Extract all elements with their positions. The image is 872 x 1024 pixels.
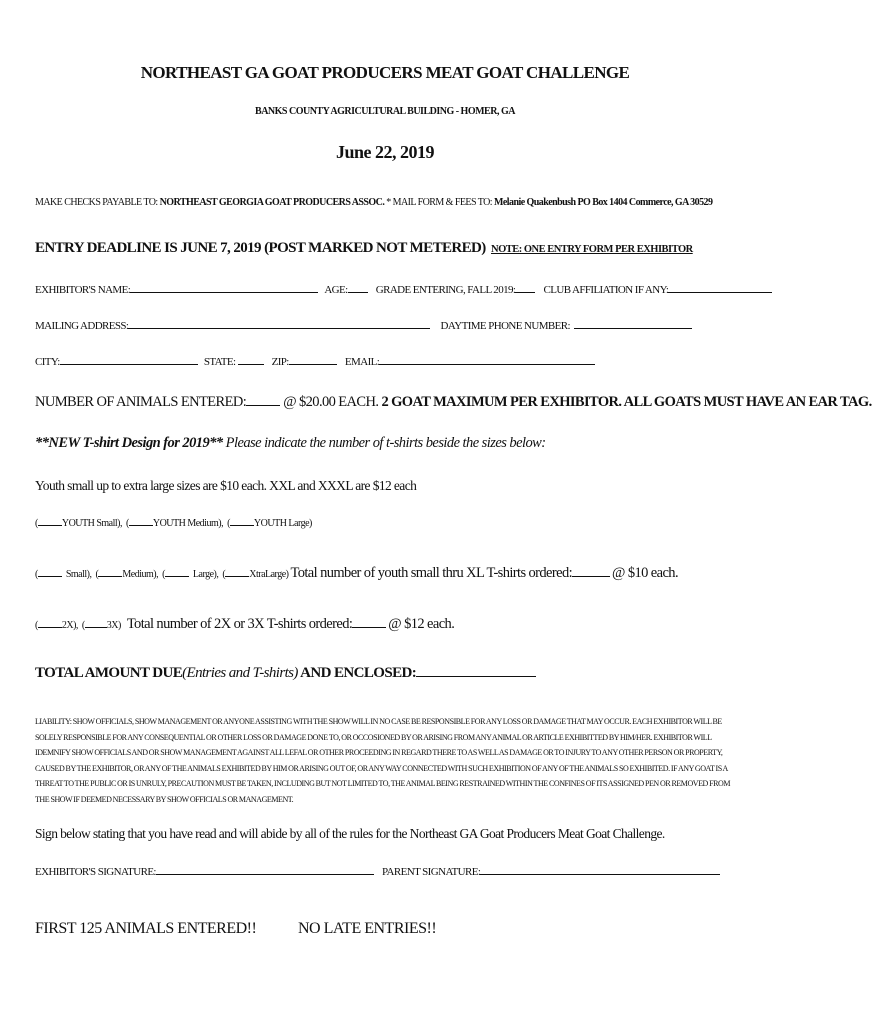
animals-count-field[interactable]	[246, 405, 280, 406]
youth-sizes-row: ( YOUTH Small), ( YOUTH Medium), ( YOUTH Large)	[35, 518, 312, 529]
event-date: June 22, 2019	[335, 142, 434, 162]
big-sizes-row: ( 2X), ( 3X) Total number of 2X or 3X T-shirts ordered: @ $12 each.	[35, 616, 455, 632]
state-label: STATE:	[203, 356, 236, 368]
large-label: Large),	[192, 569, 219, 580]
entry-deadline: ENTRY DEADLINE IS JUNE 7, 2019 (POST MARKED NOT METERED)	[35, 240, 486, 256]
age-label: AGE:	[324, 284, 348, 296]
checks-payee: NORTHEAST GEORGIA GOAT PRODUCERS ASSOC.	[159, 197, 385, 208]
tshirt-pricing: Youth small up to extra large sizes are $10 each. XXL and XXXL are $12 each	[35, 478, 417, 493]
large-field[interactable]	[165, 576, 189, 577]
medium-field[interactable]	[98, 576, 122, 577]
grade-field[interactable]	[515, 292, 535, 293]
checks-label: MAKE CHECKS PAYABLE TO:	[35, 197, 158, 208]
exhibitor-signature-field[interactable]	[156, 874, 374, 875]
animals-row	[35, 394, 872, 411]
event-location: BANKS COUNTY AGRICULTURAL BUILDING - HOMER, GA	[255, 106, 515, 117]
xtralarge-label: XtraLarge)	[249, 569, 289, 580]
daytime-phone-label: DAYTIME PHONE NUMBER:	[440, 320, 570, 332]
city-row	[35, 356, 595, 368]
city-label: CITY:	[35, 356, 60, 368]
youth-large-label: YOUTH Large)	[253, 518, 312, 529]
youth-total-field[interactable]	[572, 576, 610, 577]
liability-statement: LIABILITY: SHOW OFFICIALS, SHOW MANAGEMENT OR ANYONE ASSISTING WITH THE SHOW WILL IN NO CASE BE RESPONSIBLE FOR ANY LOSS OR DAMAGE THAT MAY OCCUR. EACH EXHIBITOR WILL BE SOLELY RESPONSIBLE FOR ANY CONSEQUENTIAL OR OTHER LOSS OR DAMAGE DONE TO, OR OCCOSIONED BY OR ARISING FROM ANY ANIMAL OR ARTICLE EXHIBITTED BY HIM/HER. EXHIBITOR WILL IDEMNIFY SHOW OFFICIALS AND OR SHOW MANAGEMENT AGAINST ALL LEFAL OR OTHER PROCEEDING IN REGARD THERE TO AS WELL AS DAMAGE OR TO INJURY TO ANY OTHER PERSON OR PROPERTY, CAUSED BY THE EXHIBITOR, OR ANY OF THE ANIMALS EXHIBITED BY HIM OR ARISING OUT OF, OR ANY WAY CONNECTED WITH SUCH EXHIBITION OF ANY OF THE ANIMALS SO EXHIBITED. IF ANY GOAT IS A THREAT TO THE PUBLIC OR IS UNRULY, PRECAUTION MUST BE TAKEN, INCLUDING BUT NOT LIMITED TO, THE ANIMAL BEING RESTRAINED WITHIN THE CONFINES OF ITS ASSIGNED PEN OR REMOVED FROM THE SHOW IF DEEMED NECESSARY BY SHOW OFFICIALS OR MANAGEMENT.	[35, 717, 730, 804]
youth-small-field[interactable]	[38, 525, 62, 526]
animals-price: @ $20.00 EACH.	[283, 394, 379, 410]
age-field[interactable]	[348, 292, 368, 293]
size-2x-label: 2X),	[61, 620, 78, 631]
tshirt-heading-rest: Please indicate the number of t-shirts beside the sizes below:	[222, 435, 546, 451]
form-title: NORTHEAST GA GOAT PRODUCERS MEAT GOAT CHALLENGE	[140, 63, 630, 82]
mailing-address-label: MAILING ADDRESS:	[35, 320, 129, 332]
big-price: @ $12 each.	[388, 616, 455, 632]
total-label-bold: TOTAL AMOUNT DUE	[35, 665, 183, 681]
medium-label: Medium),	[122, 569, 159, 580]
tshirt-heading-bold: **NEW T-shirt Design for 2019**	[35, 435, 223, 451]
total-amount-field[interactable]	[416, 676, 536, 677]
exhibitor-name-label: EXHIBITOR'S NAME:	[35, 284, 131, 296]
exhibitor-row	[35, 284, 772, 296]
animals-rules: 2 GOAT MAXIMUM PER EXHIBITOR. ALL GOATS MUST HAVE AN EAR TAG.	[381, 394, 872, 410]
payment-line	[35, 197, 712, 208]
zip-label: ZIP:	[271, 356, 289, 368]
club-field[interactable]	[668, 292, 772, 293]
mail-address: Melanie Quakenbush PO Box 1404 Commerce, GA 30529	[494, 197, 713, 208]
tshirt-heading	[35, 435, 546, 452]
exhibitor-signature-label: EXHIBITOR'S SIGNATURE:	[35, 866, 156, 878]
mail-label: MAIL FORM & FEES TO:	[392, 197, 493, 208]
no-late-entries-note: NO LATE ENTRIES!!	[298, 920, 437, 937]
club-label: CLUB AFFILIATION IF ANY:	[543, 284, 669, 296]
city-field[interactable]	[60, 364, 198, 365]
signature-row	[35, 866, 720, 878]
state-field[interactable]	[238, 364, 264, 365]
animals-label: NUMBER OF ANIMALS ENTERED:	[35, 394, 247, 410]
youth-large-field[interactable]	[230, 525, 254, 526]
total-row	[35, 665, 536, 682]
entry-note: NOTE: ONE ENTRY FORM PER EXHIBITOR	[491, 244, 693, 255]
mailing-row	[35, 320, 692, 332]
total-label-italic: (Entries and T-shirts)	[182, 665, 298, 681]
size-3x-label: 3X)	[106, 620, 121, 631]
parent-signature-field[interactable]	[480, 874, 720, 875]
big-total-label: Total number of 2X or 3X T-shirts ordered:	[126, 616, 353, 632]
exhibitor-name-field[interactable]	[130, 292, 318, 293]
signature-statement: Sign below stating that you have read and will abide by all of the rules for the Northeast GA Goat Producers Meat Goat Challenge.	[35, 826, 665, 841]
xtralarge-field[interactable]	[225, 576, 249, 577]
grade-label: GRADE ENTERING, FALL 2019:	[375, 284, 516, 296]
email-label: EMAIL:	[344, 356, 380, 368]
separator-star: *	[386, 197, 391, 208]
size-2x-field[interactable]	[38, 627, 62, 628]
daytime-phone-field[interactable]	[574, 328, 692, 329]
youth-total-label: Total number of youth small thru XL T-shirts ordered:	[290, 565, 573, 581]
youth-price: @ $10 each.	[612, 565, 678, 581]
parent-signature-label: PARENT SIGNATURE:	[382, 866, 481, 878]
youth-medium-label: YOUTH Medium),	[152, 518, 224, 529]
total-label-end: AND ENCLOSED:	[297, 665, 417, 681]
small-field[interactable]	[38, 576, 62, 577]
small-label: Small),	[65, 569, 92, 580]
youth-small-label: YOUTH Small),	[61, 518, 123, 529]
first-animals-note: FIRST 125 ANIMALS ENTERED!!	[35, 920, 257, 937]
adult-sizes-row: ( Small), ( Medium), ( Large), ( XtraLarge) Total number of youth small thru XL T-shirts ordered: @ $10 each.	[35, 565, 678, 581]
mailing-address-field[interactable]	[128, 328, 430, 329]
email-field[interactable]	[379, 364, 595, 365]
big-total-field[interactable]	[352, 627, 386, 628]
youth-medium-field[interactable]	[129, 525, 153, 526]
size-3x-field[interactable]	[85, 627, 107, 628]
zip-field[interactable]	[289, 364, 337, 365]
